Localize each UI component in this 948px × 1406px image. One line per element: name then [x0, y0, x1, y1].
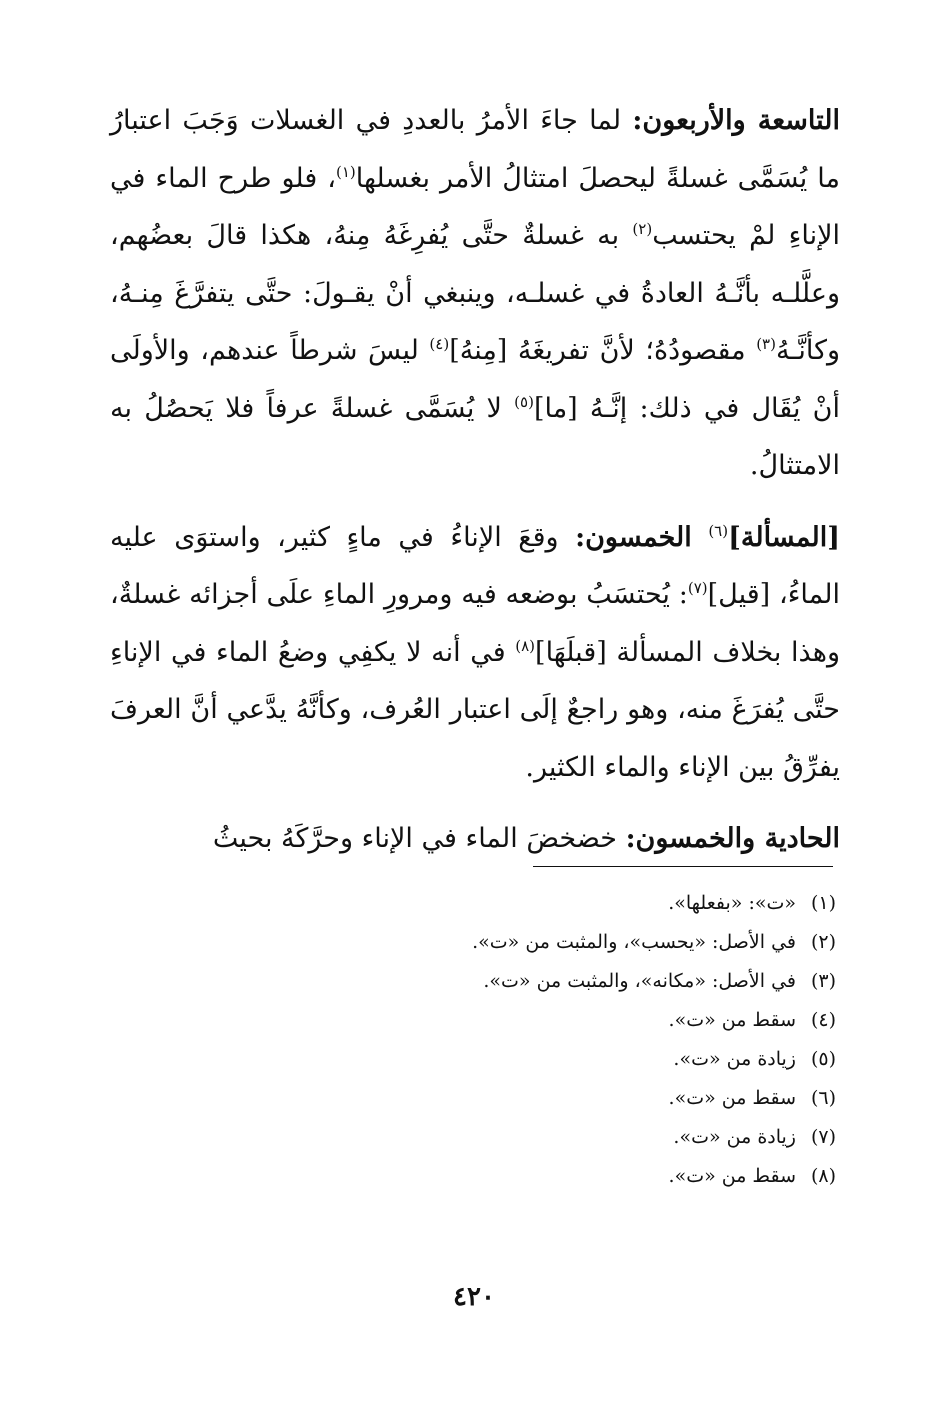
- page-body: [110, 92, 840, 868]
- footnote-number: (١): [810, 892, 836, 914]
- paragraph-lead: [المسألة]: [728, 521, 840, 553]
- paragraph-lead: الحادية والخمسون:: [625, 823, 840, 854]
- footnote-number: (٧): [810, 1126, 836, 1148]
- footnote-ref[interactable]: (٨): [515, 636, 536, 655]
- footnote-ref[interactable]: (٣): [756, 335, 776, 353]
- footnote-text: سقط من «ت».: [668, 1165, 796, 1187]
- footnote-item: [276, 1001, 836, 1040]
- paragraph-50: [110, 509, 840, 797]
- footnote-number: (٣): [810, 970, 836, 992]
- footnote-number: (٢): [810, 931, 836, 953]
- paragraph-49: [110, 92, 840, 495]
- footnote-number: (٨): [810, 1165, 836, 1187]
- paragraph-text: [692, 522, 709, 553]
- paragraph-text: به غسلةٌ حتَّى يُفرِغَهُ مِنهُ، هكذا قالَ بعضُهم، وعلَّلـه بأنَّـهُ العادةُ في غسلـه، وينبغي أنْ يقـولَ: حتَّى يتفرَّغَ مِنـهُ، وكأنَّـهُ: [110, 220, 840, 366]
- footnote-separator: [533, 866, 833, 867]
- footnote-text: زيادة من «ت».: [673, 1048, 796, 1070]
- paragraph-text: لا يُسَمَّى غسلةً عرفاً فلا يَحصُلُ به الامتثالُ.: [110, 392, 840, 481]
- footnote-item: [276, 1118, 836, 1157]
- footnote-item: [276, 1157, 836, 1196]
- paragraph-text: خضخضَ الماء في الإناء وحرَّكَهُ بحيثُ: [212, 823, 626, 854]
- paragraph-text: ، فلو طرح الماء في الإناءِ لمْ يحتسب: [110, 162, 841, 251]
- footnote-number: (٥): [810, 1048, 836, 1070]
- paragraph-text: لما جاءَ الأمرُ بالعددِ في الغسلات وَجَبَ اعتبارُ ما يُسَمَّى غسلةً ليحصلَ امتثالُ الأمر بغسلها: [110, 105, 840, 194]
- footnote-item: [276, 1079, 836, 1118]
- paragraph-lead: الخمسون:: [575, 521, 692, 553]
- paragraph-51: [110, 810, 840, 868]
- footnote-number: (٦): [810, 1087, 836, 1109]
- footnote-text: في الأصل: «يحسب»، والمثبت من «ت».: [472, 931, 796, 953]
- page-number: ٤٢٠: [453, 1282, 495, 1312]
- footnote-ref[interactable]: (٦): [708, 521, 729, 540]
- footnote-ref[interactable]: (١): [335, 162, 356, 181]
- footnote-text: سقط من «ت».: [668, 1087, 796, 1109]
- footnote-ref[interactable]: (٥): [514, 392, 534, 411]
- footnote-ref[interactable]: (٢): [632, 220, 653, 238]
- footnote-ref[interactable]: (٧): [687, 579, 708, 597]
- paragraph-text: مقصودُهُ؛ لأنَّ تفريغَهُ [مِنهُ]: [449, 335, 757, 366]
- footnotes-list: [276, 884, 836, 1196]
- footnote-text: سقط من «ت».: [668, 1009, 796, 1031]
- footnote-text: زيادة من «ت».: [673, 1126, 796, 1148]
- paragraph-text: : يُحتسَبُ بوضعه فيه ومرورِ الماءِ علَى أجزائه غسلةٌ، وهذا بخلاف المسألة [قبلَهَا]: [110, 579, 840, 668]
- footnote-item: [276, 962, 836, 1001]
- footnote-item: [276, 884, 836, 923]
- paragraph-text: ليسَ شرطاً عندهم، والأولَى أنْ يُقَال في ذلك: إنَّـهُ [ما]: [110, 335, 840, 424]
- paragraph-text: وقعَ الإناءُ في ماءٍ كثير، واستوَى عليه الماءُ، [قيل]: [110, 521, 840, 610]
- footnote-number: (٤): [810, 1009, 836, 1031]
- footnote-text: «ت»: «بفعلها».: [668, 892, 796, 914]
- paragraph-lead: التاسعة والأربعون:: [632, 105, 840, 136]
- footnote-item: [276, 1040, 836, 1079]
- footnote-ref[interactable]: (٤): [429, 335, 450, 353]
- footnote-text: في الأصل: «مكانه»، والمثبت من «ت».: [483, 970, 796, 992]
- paragraph-text: في أنه لا يكفِي وضعُ الماء في الإناءِ حتَّى يُفرَغَ منه، وهو راجعٌ إلَى اعتبار العُرف، وكأنَّهُ يدَّعي أنَّ العرفَ يفرِّقُ بين الإناء والماء الكثير.: [110, 636, 840, 783]
- footnote-item: [276, 923, 836, 962]
